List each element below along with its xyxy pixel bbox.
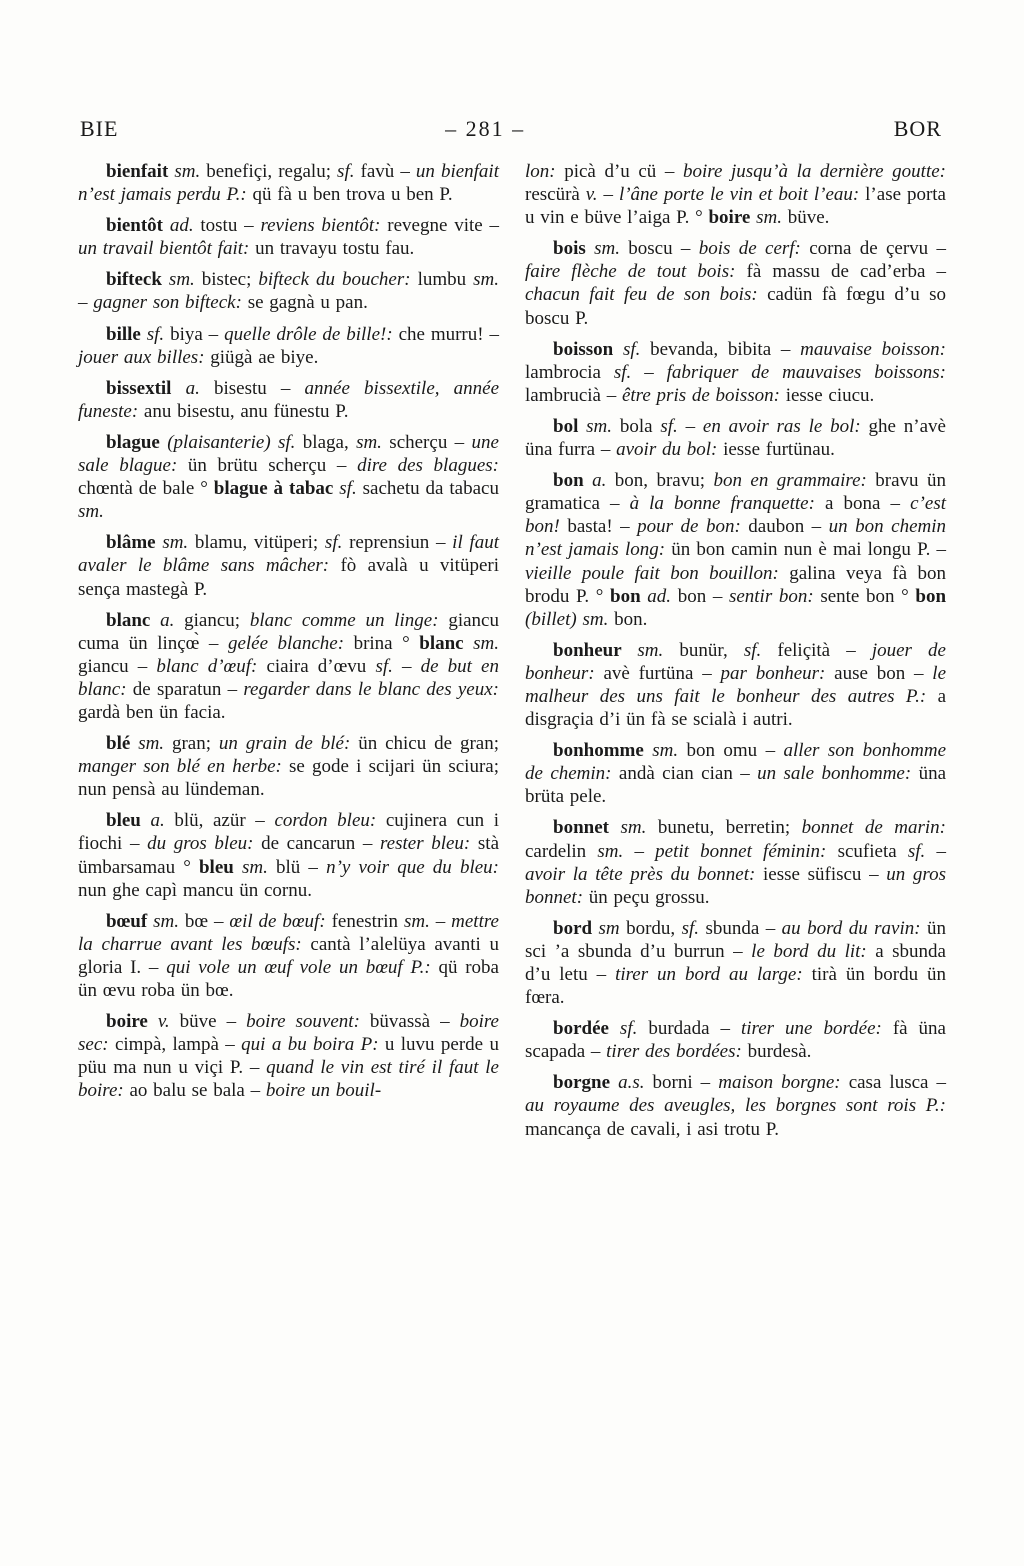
plain-text: avè furtüna – [603, 662, 721, 684]
plain-text: fò avalà u vitüperi sença mastegà P. [78, 555, 499, 600]
plain-text: iesse ciucu. [785, 384, 875, 406]
italic-text: v. [157, 1011, 180, 1033]
headword-text: blé [106, 733, 139, 755]
plain-text: favù – [360, 161, 416, 182]
italic-text: en avoir ras le bol: [702, 415, 869, 437]
italic-text: qui a bu boira P: [241, 1034, 385, 1056]
plain-text: – [634, 840, 656, 862]
plain-text: boscu – [628, 238, 699, 260]
plain-text: sachetu da tabacu [362, 478, 499, 500]
italic-text: sf. [375, 655, 402, 677]
entry-blague [78, 431, 499, 523]
plain-text: bon – [677, 585, 729, 607]
plain-text: cadün fà fœgu d’u so boscu P. [525, 284, 946, 329]
plain-text: cimpà, lampà – [114, 1034, 242, 1056]
plain-text: cujinera cun i fiochi – [78, 810, 499, 855]
headword-text: blanc [106, 609, 161, 631]
plain-text: tirà ün bordu ün fœra. [525, 964, 946, 1009]
entry-bleu [78, 809, 499, 901]
plain-text: lumbu [417, 269, 474, 291]
plain-text: bon omu – [686, 740, 784, 762]
italic-text: sf. [743, 639, 778, 661]
italic-text: sm. [637, 639, 680, 661]
italic-text: sm. [586, 415, 620, 437]
plain-text: bistec; [201, 269, 259, 291]
italic-text: reviens bientôt: [260, 215, 388, 237]
plain-text: stà ümbarsamau ° [78, 833, 499, 878]
plain-text: giancu – [78, 655, 157, 677]
plain-text: üna brüta pele. [525, 763, 947, 808]
plain-text: ün peçu grossu. [588, 886, 710, 908]
italic-text: sm. [241, 856, 276, 878]
plain-text: daubon – [748, 516, 829, 538]
entry-blame [78, 531, 499, 600]
italic-text: boire souvent: [246, 1011, 370, 1033]
italic-text: tirer des bordées: [606, 1041, 748, 1063]
plain-text: scufieta [837, 840, 908, 862]
plain-text: un travayu tostu fau. [255, 238, 415, 260]
page-header [80, 116, 942, 146]
italic-text: un gros bonnet: [525, 863, 946, 908]
headword-text: bienfait [106, 161, 175, 182]
plain-text: iesse furtünau. [723, 439, 835, 461]
italic-text: boire un bouil- [265, 1080, 382, 1102]
italic-text: bonnet de marin: [801, 817, 946, 839]
plain-text: büve. [787, 207, 830, 229]
plain-text: bravu ün gramatica – [525, 470, 947, 515]
plain-text: ause bon – [834, 662, 933, 684]
italic-text: c’est bon! [525, 493, 946, 538]
italic-text: chacun fait feu de son bois: [525, 284, 768, 306]
entry-bifteck [78, 268, 499, 314]
plain-text: giancu; [184, 609, 250, 631]
plain-text: giügà ae biye. [210, 346, 319, 368]
headword-text: bœuf [106, 910, 154, 932]
italic-text: (billet) sm. [525, 608, 615, 630]
italic-text: a. [160, 609, 185, 631]
plain-text: se gagnà u pan. [247, 292, 368, 314]
headword-text: bon [610, 585, 648, 607]
plain-text: – [685, 415, 703, 437]
entry-bord [525, 917, 946, 1009]
headword-text: bol [553, 415, 587, 437]
plain-text: de sparatun – [132, 678, 244, 700]
italic-text: faire flèche de tout bois: [525, 261, 747, 283]
plain-text: corna de çervu – [809, 238, 947, 260]
italic-text: v. [585, 184, 604, 206]
plain-text: cardelin [525, 840, 598, 862]
headword-text: bleu [106, 810, 151, 832]
plain-text: – [936, 840, 946, 862]
plain-text: galina veya fà bon brodu P. ° [525, 562, 946, 607]
plain-text: fà massu de cad’erba – [746, 261, 946, 283]
italic-text: au royaume des aveugles, les borgnes sont rois P.: [525, 1095, 946, 1117]
plain-text: lambrucià – [525, 384, 622, 406]
italic-text: sm. [168, 269, 202, 291]
plain-text: – [644, 361, 667, 383]
entry-bissextil [78, 377, 499, 423]
italic-text: (plaisanterie) sf. [167, 431, 303, 453]
entry-boire [78, 1010, 499, 1102]
italic-text: ad. [169, 215, 201, 237]
italic-text: sf. [613, 361, 645, 383]
plain-text: gran; [171, 733, 219, 755]
headword-text: boisson [553, 338, 623, 360]
italic-text: petit bonnet féminin: [655, 840, 838, 862]
italic-text: sf. [146, 323, 171, 345]
italic-text: fabriquer de mauvaises boissons: [666, 361, 946, 383]
plain-text: ün chicu de gran; [358, 733, 500, 755]
entry-bienfait [78, 160, 499, 206]
italic-text: tirer une bordée: [740, 1018, 893, 1040]
italic-text: bon en grammaire: [713, 470, 876, 492]
italic-text: sm. [356, 431, 390, 453]
italic-text: a. [150, 810, 175, 832]
plain-text: che murru! – [398, 323, 499, 345]
italic-text: blanc comme un linge: [249, 609, 449, 631]
italic-text: il faut avaler le blâme sans mâcher: [78, 532, 499, 577]
headword-text: bille [106, 323, 147, 345]
italic-text: rester bleu: [379, 833, 478, 855]
headword-text: boire [106, 1011, 158, 1033]
italic-text: a. [185, 377, 214, 399]
italic-text: a. [592, 470, 615, 492]
entry-blanc [78, 609, 499, 724]
italic-text: sf. [619, 1018, 649, 1040]
plain-text: burdesà. [747, 1041, 812, 1063]
plain-text: nun ghe capì mancu ün cornu. [78, 879, 312, 901]
plain-text: anu bisestu, anu fünestu P. [143, 400, 349, 422]
entry-borgne [525, 1071, 946, 1140]
italic-text: bois de cerf: [698, 238, 810, 260]
plain-text: sente bon ° [820, 585, 916, 607]
plain-text: basta! – [567, 516, 638, 538]
plain-text: blaga, [302, 431, 357, 453]
headword-text: boire [708, 207, 757, 229]
headword-text: bordée [553, 1018, 620, 1040]
italic-text: lon: [525, 161, 565, 182]
plain-text: bœ – [184, 910, 230, 932]
italic-text: un grain de blé: [218, 733, 359, 755]
italic-text: sf. [339, 478, 363, 500]
plain-text: – [78, 292, 94, 314]
entry-bol [525, 415, 946, 461]
italic-text: sm. [756, 207, 788, 229]
plain-text: brina ° [353, 632, 420, 654]
italic-text: du gros bleu: [147, 833, 262, 855]
text-columns [78, 160, 946, 1149]
plain-text: casa lusca – [848, 1072, 947, 1094]
guide-word-right: BOR [893, 116, 942, 141]
plain-text: ün sci ’a sbunda d’u burrun – [525, 917, 946, 962]
plain-text: bon. [614, 608, 648, 630]
headword-text: bifteck [106, 269, 169, 291]
italic-text: avoir du bol: [616, 439, 724, 461]
plain-text: revegne vite – [387, 215, 500, 237]
headword-text: bientôt [106, 215, 170, 237]
entry-boisson [525, 338, 946, 407]
italic-text: sm. [162, 532, 195, 554]
entry-boeuf [78, 910, 499, 1002]
plain-text: scherçu – [389, 431, 472, 453]
headword-text: bonheur [553, 639, 638, 661]
guide-word-left: BIE [80, 116, 119, 141]
entry-bon [525, 469, 946, 631]
headword-text: borgne [553, 1072, 619, 1094]
plain-text: bisestu – [213, 377, 305, 399]
plain-text: cantà l’alelüya avanti u gloria I. – [78, 933, 499, 978]
column-left [78, 160, 499, 1149]
plain-text: biya – [170, 323, 225, 345]
plain-text: sbunda – [705, 917, 782, 939]
italic-text: maison borgne: [718, 1072, 849, 1094]
headword-text: blanc [419, 632, 474, 654]
plain-text: – [603, 184, 619, 206]
entry-bordee [525, 1017, 946, 1063]
plain-text: tostu – [200, 215, 261, 237]
italic-text: ad. [647, 585, 678, 607]
italic-text: gagner son bifteck: [93, 292, 248, 314]
plain-text: bunür, [679, 639, 744, 661]
plain-text: benefiçi, regalu; [206, 161, 338, 182]
italic-text: boire sec: [78, 1011, 499, 1056]
italic-text: sf. [907, 840, 937, 862]
plain-text: a sbunda d’u letu – [525, 940, 946, 985]
plain-text: borni – [652, 1072, 719, 1094]
italic-text: sentir bon: [728, 585, 821, 607]
italic-text: un travail bientôt fait: [78, 238, 256, 260]
italic-text: sf. [324, 532, 350, 554]
italic-text: qui vole un œuf vole un bœuf P.: [166, 956, 439, 978]
headword-text: bois [553, 238, 595, 260]
italic-text: dire des blagues: [357, 455, 499, 477]
italic-text: par bonheur: [720, 662, 835, 684]
plain-text: ghe n’avè üna furra – [525, 415, 946, 461]
headword-text: bissextil [106, 377, 186, 399]
plain-text: chœntà de bale ° [78, 478, 214, 500]
italic-text: avoir la tête près du bonnet: [525, 863, 764, 885]
plain-text: picà d’u cü – [564, 161, 683, 182]
plain-text: büve – [179, 1011, 247, 1033]
italic-text: blanc d’œuf: [156, 655, 267, 677]
plain-text: reprensiun – [349, 532, 453, 554]
italic-text: de but en blanc: [78, 655, 499, 700]
italic-text: sm. [620, 817, 658, 839]
italic-text: le malheur des uns fait le bonheur des autres P.: [525, 662, 947, 707]
plain-text: ao balu se bala – [129, 1080, 266, 1102]
plain-text: – [401, 655, 421, 677]
plain-text: ün bon camin nun è mai longu P. – [671, 539, 946, 561]
entry-bonnet [525, 816, 946, 908]
italic-text: sf. [660, 415, 686, 437]
italic-text: jouer de bonheur: [525, 639, 946, 684]
italic-text: quand le vin est tiré il faut le boire: [78, 1057, 499, 1102]
plain-text: fà üna scapada – [525, 1018, 946, 1063]
italic-text: bifteck du boucher: [258, 269, 418, 291]
headword-text: bon [915, 585, 947, 607]
entry-bonhomme [525, 739, 946, 808]
plain-text: de cancarun – [261, 833, 380, 855]
entry-bille [78, 323, 499, 369]
plain-text: ciaira d’œvu [266, 655, 376, 677]
plain-text: blamu, vitüperi; [194, 532, 325, 554]
plain-text: ün brütu scherçu – [187, 455, 358, 477]
entry-boire-suite [525, 160, 946, 229]
plain-text: – [435, 910, 452, 932]
italic-text: pour de bon: [637, 516, 749, 538]
entry-ble [78, 732, 499, 801]
headword-text: bleu [198, 856, 242, 878]
plain-text: bevanda, bibita – [650, 338, 801, 360]
italic-text: sm [598, 917, 627, 939]
italic-text: sm. [78, 501, 104, 523]
plain-text: blü, azür – [174, 810, 275, 832]
plain-text: qü fà u ben trova u ben P. [252, 184, 453, 206]
italic-text: œil de bœuf: [229, 910, 332, 932]
italic-text: année bissextile, année funeste: [78, 377, 500, 422]
italic-text: sm. [153, 910, 185, 932]
plain-text: qü roba ün œvu roba ün bœ. [78, 956, 499, 1001]
headword-text: bonnet [553, 817, 621, 839]
italic-text: sm. [594, 238, 629, 260]
italic-text: n’y voir que du bleu: [326, 856, 499, 878]
plain-text: burdada – [648, 1018, 741, 1040]
plain-text: se gode i scijari ün sciura; nun pensà au lündeman. [78, 756, 499, 801]
italic-text: à la bonne franquette: [629, 493, 826, 515]
italic-text: mettre la charrue avant les bœufs: [78, 910, 499, 955]
italic-text: au bord du ravin: [781, 917, 927, 939]
headword-text: bon [553, 470, 593, 492]
italic-text: sm. [403, 910, 436, 932]
italic-text: regarder dans le blanc des yeux: [243, 678, 499, 700]
headword-text: bonhomme [553, 740, 653, 762]
italic-text: sm. [174, 161, 207, 182]
italic-text: manger son blé en herbe: [78, 756, 290, 778]
italic-text: sm. [473, 632, 499, 654]
plain-text: lambrocia [525, 361, 614, 383]
italic-text: tirer un bord au large: [615, 964, 812, 985]
plain-text: giancu cuma ün linçœ̀ – [78, 609, 499, 654]
column-right [525, 160, 946, 1149]
plain-text: bunetu, berretin; [657, 817, 802, 839]
headword-text: bord [553, 917, 599, 939]
italic-text: gelée blanche: [227, 632, 354, 654]
italic-text: sm. [473, 269, 499, 291]
plain-text: iesse süfiscu – [763, 863, 887, 885]
headword-text: blâme [106, 532, 163, 554]
italic-text: boire jusqu’à la dernière goutte: [682, 161, 947, 182]
italic-text: sm. [652, 740, 687, 762]
plain-text: andà cian cian – [618, 763, 758, 785]
italic-text: quelle drôle de bille!: [224, 323, 399, 345]
italic-text: sm. [138, 733, 172, 755]
plain-text: fenestrin [331, 910, 404, 932]
italic-text: un bon chemin n’est jamais long: [525, 516, 947, 561]
italic-text: une sale blague: [78, 431, 499, 477]
italic-text: jouer aux billes: [78, 346, 211, 368]
italic-text: aller son bonhomme de chemin: [525, 740, 946, 785]
entry-bientot [78, 214, 499, 260]
italic-text: être pris de boisson: [621, 384, 786, 406]
italic-text: mauvaise boisson: [800, 338, 946, 360]
plain-text: l’ase porta u vin e büve l’aiga P. ° [525, 184, 946, 229]
italic-text: cordon bleu: [274, 810, 386, 832]
entry-bonheur [525, 639, 946, 731]
italic-text: sf. [622, 338, 651, 360]
plain-text: bon, bravu; [614, 470, 714, 492]
page-number: – 281 – [445, 116, 526, 141]
plain-text: bordu, [626, 917, 682, 939]
italic-text: le bord du lit: [751, 940, 876, 962]
plain-text: blü – [275, 856, 327, 878]
headword-text: blague à tabac [213, 478, 340, 500]
italic-text: sf. [681, 917, 706, 939]
italic-text: vieille poule fait bon bouillon: [525, 562, 790, 584]
entry-bois [525, 237, 946, 329]
plain-text: gardà ben ün facia. [78, 701, 226, 723]
plain-text: a disgraçia d’i ün fà se scialà i autri. [525, 685, 946, 731]
plain-text: büvassà – [369, 1011, 460, 1033]
headword-text: blague [106, 431, 168, 453]
plain-text: rescürà [525, 184, 586, 206]
italic-text: a.s. [618, 1072, 653, 1094]
italic-text: un sale bonhomme: [757, 763, 919, 785]
plain-text: a bona – [825, 493, 911, 515]
italic-text: sm. [597, 840, 635, 862]
italic-text: un bienfait n’est jamais perdu P.: [78, 161, 499, 206]
plain-text: u luvu perde u püu ma nun u viçi P. – [78, 1034, 499, 1079]
italic-text: l’âne porte le vin et boit l’eau: [618, 184, 866, 206]
plain-text: feliçità – [777, 639, 872, 661]
plain-text: mancança de cavali, i asi trotu P. [525, 1118, 779, 1140]
italic-text: sf. [337, 161, 361, 182]
plain-text: bola [619, 415, 661, 437]
